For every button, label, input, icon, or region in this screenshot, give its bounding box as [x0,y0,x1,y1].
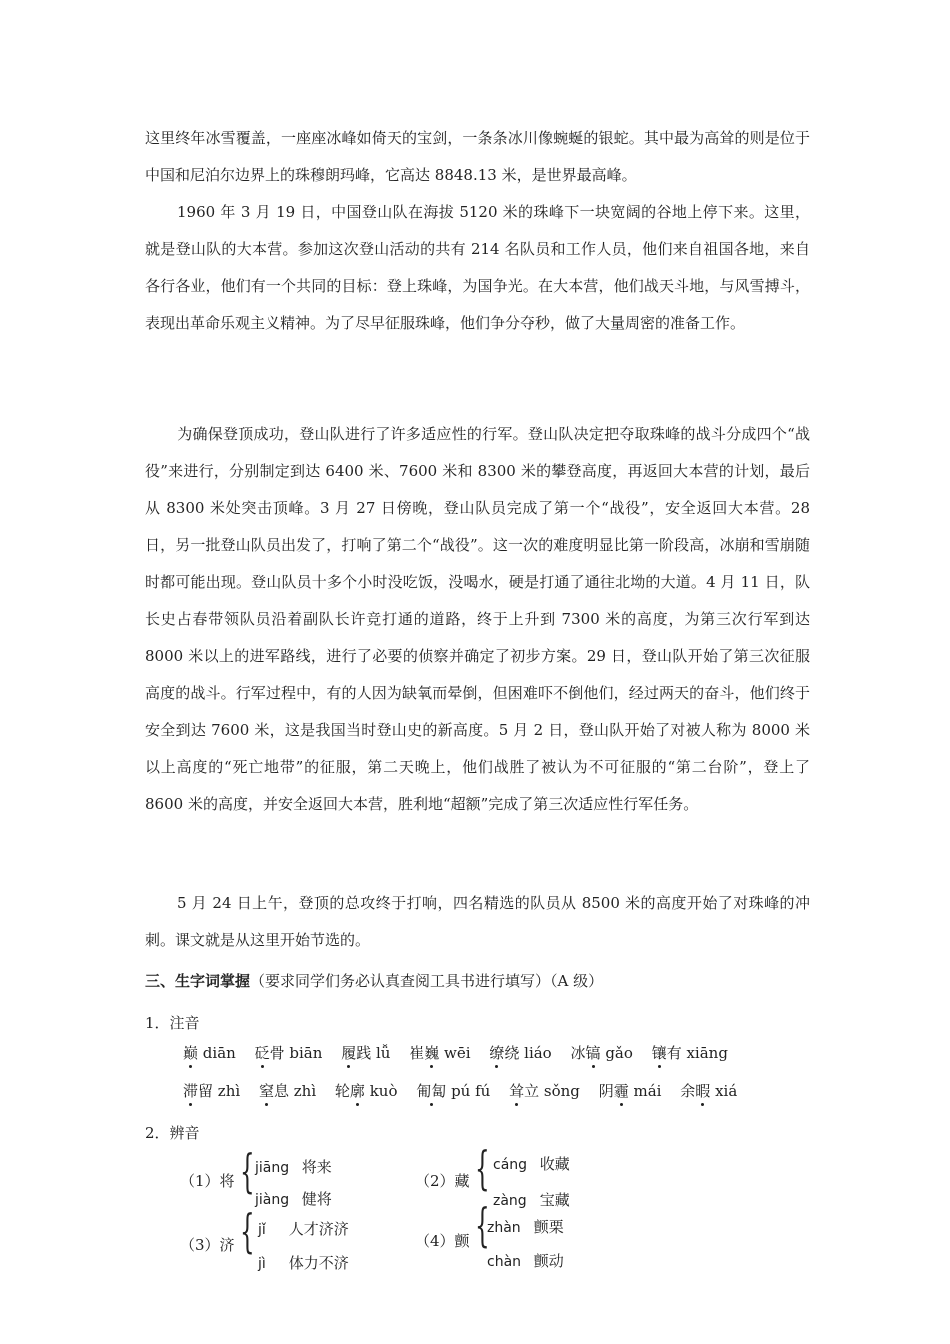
zhuyin-row-1 [183,1042,742,1063]
zhuyin-row-2 [183,1080,751,1101]
bianyin-group-2: （2）藏 { cáng 收藏 zàng 宝藏 [415,1141,570,1209]
section-heading: 三、生字词掌握（要求同学们务必认真查阅工具书进行填写）（A 级） [145,972,604,990]
zhuyin-item: 轮廓 kuò [334,1082,398,1100]
bianyin-label: 2．辨音 [145,1124,200,1142]
zhuyin-item: 余暇 xiá [680,1082,738,1100]
brace-icon: { [475,1198,490,1252]
zhuyin-item: 冰镐 gǎo [570,1044,633,1062]
zhuyin-item: 砭骨 biān [254,1044,323,1062]
bianyin-group-3: （3）济 { jǐ 人才济济 jì 体力不济 [180,1204,349,1272]
zhuyin-item: 缭绕 liáo [489,1044,552,1062]
zhuyin-item: 匍匐 pú fú [416,1082,491,1100]
brace-icon: { [240,1144,255,1198]
paragraph-1: 这里终年冰雪覆盖，一座座冰峰如倚天的宝剑，一条条冰川像蜿蜒的银蛇。其中最为高耸的则是位于中国和尼泊尔边界上的珠穆朗玛峰，它高达 8848.13 米，是世界最高峰。 [145,129,810,184]
zhuyin-label: 1．注音 [145,1014,200,1032]
brace-icon: { [475,1141,490,1195]
bianyin-group-4: （4）颤 { zhàn 颤栗 chàn 颤动 [415,1198,564,1270]
zhuyin-item: 巅 diān [183,1044,236,1062]
paragraph-3: 为确保登顶成功，登山队进行了许多适应性的行军。登山队决定把夺取珠峰的战斗分成四个“战役”来进行，分别制定到达 6400 米、7600 米和 8300 米的攀登高度，再返回大本营的计划，最后从 8300 米处突击顶峰。3 月 27 日傍晚，登山队员完成了第一个“战役”，安全返回大本营。28 日，另一批登山队员出发了，打响了第二个“战役”。这一次的难度明显比第一阶段高，冰崩和雪崩随时都可能出现。登山队员十多个小时没吃饭，没喝水，硬是打通了通往北坳的大道。4 月 11 日，队长史占春带领队员沿着副队长许竞打通的道路，终于上升到 7300 米的高度，为第三次行军到达 8000 米以上的进军路线，进行了必要的侦察并确定了初步方案。29 日，登山队开始了第三次征服高度的战斗。行军过程中，有的人因为缺氧而晕倒，但困难吓不倒他们，经过两天的奋斗，他们终于安全到达 7600 米，这是我国当时登山史的新高度。5 月 2 日，登山队开始了对被人称为 8000 米以上高度的“死亡地带”的征服，第二天晚上，他们战胜了被认为不可征服的“第二台阶”，登上了 8600 米的高度，并安全返回大本营，胜利地“超额”完成了第三次适应性行军任务。 [145,425,810,813]
zhuyin-item: 履践 lǚ [341,1044,391,1062]
zhuyin-item: 滞留 zhì [183,1082,241,1100]
bianyin-group-1: （1）将 { jiāng 将来 jiàng 健将 [180,1144,332,1208]
zhuyin-item: 崔巍 wēi [409,1044,471,1062]
brace-icon: { [240,1204,255,1258]
paragraph-2: 1960 年 3 月 19 日，中国登山队在海拔 5120 米的珠峰下一块宽阔的谷地上停下来。这里，就是登山队的大本营。参加这次登山活动的共有 214 名队员和工作人员，他们来自祖国各地，来自各行各业，他们有一个共同的目标：登上珠峰，为国争光。在大本营，他们战天斗地，与风雪搏斗，表现出革命乐观主义精神。为了尽早征服珠峰，他们争分夺秒，做了大量周密的准备工作。 [145,203,810,332]
zhuyin-item: 耸立 sǒng [509,1082,580,1100]
zhuyin-item: 阴霾 mái [598,1082,662,1100]
paragraph-4: 5 月 24 日上午，登顶的总攻终于打响，四名精选的队员从 8500 米的高度开始了对珠峰的冲刺。课文就是从这里开始节选的。 [145,894,810,949]
zhuyin-item: 窒息 zhì [258,1082,317,1100]
zhuyin-item: 镶有 xiāng [651,1044,728,1062]
